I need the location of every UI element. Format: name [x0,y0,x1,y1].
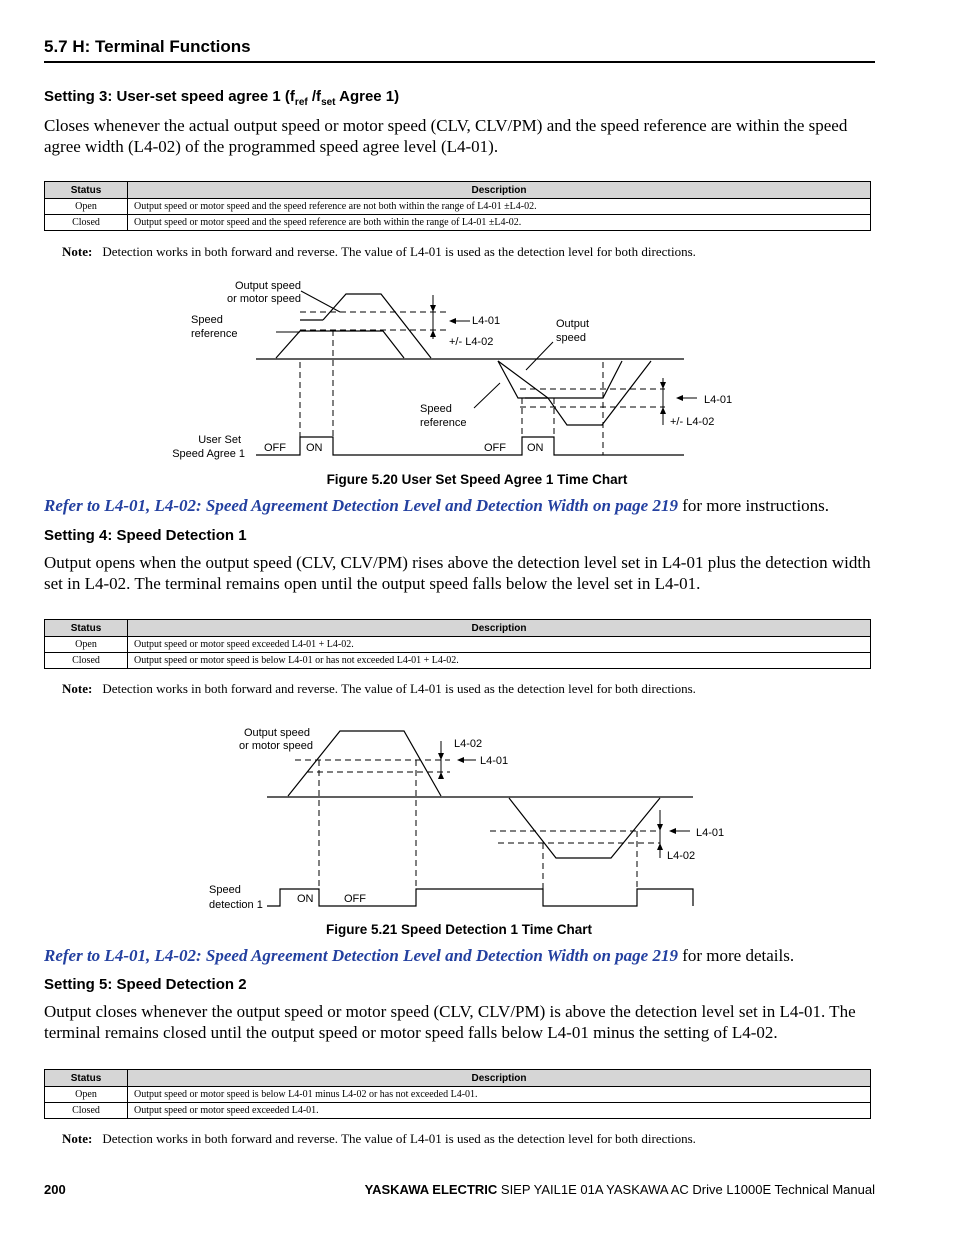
status-header: Status [45,620,128,637]
svg-text:OFF: OFF [264,442,286,454]
svg-text:or motor speed: or motor speed [239,740,313,752]
setting-4-text: Output opens when the output speed (CLV, CLV/PM) rises above the detection level set in L4-01 plus the detection width set in L4-02. The terminal remains open until the output speed falls below the level set in L4-01. [44,553,871,593]
table-row: Open Output speed or motor speed is below L4-01 minus L4-02 or has not exceeded L4-01. [45,1087,871,1103]
setting-4-note: Note: Detection works in both forward and reverse. The value of L4-01 is used as the detection level for both directions. [62,681,696,696]
svg-text:reference: reference [191,328,238,340]
svg-text:L4-01: L4-01 [696,827,725,839]
svg-text:L4-01: L4-01 [472,315,501,327]
page-number: 200 [44,1182,66,1197]
svg-text:Output: Output [556,318,590,330]
subscript-ref: ref [294,97,308,108]
section-header: 5.7 H: Terminal Functions [44,37,251,56]
setting-5-heading: Setting 5: Speed Detection 2 [44,976,247,993]
svg-text:L4-02: L4-02 [667,850,696,862]
table-row: Open Output speed or motor speed and the speed reference are not both within the range of L4-01 ±L4-02. [45,199,871,215]
setting-3-text: Closes whenever the actual output speed or motor speed (CLV, CLV/PM) and the speed reference are within the speed agree width (L4-02) of the programmed speed agree level (L4-01). [44,116,848,156]
table-row: Closed Output speed or motor speed is below L4-01 or has not exceeded L4-01 + L4-02. [45,653,871,669]
svg-text:Speed: Speed [209,884,241,896]
figure-5-20-caption: Figure 5.20 User Set Speed Agree 1 Time Chart [326,472,628,487]
svg-text:Output speed: Output speed [234,280,301,292]
svg-text:Output speed: Output speed [243,727,310,739]
setting-5-note: Note: Detection works in both forward and reverse. The value of L4-01 is used as the detection level for both directions. [62,1131,696,1146]
svg-text:or motor speed: or motor speed [227,293,301,305]
subscript-set: set [321,97,336,108]
table-row: Open Output speed or motor speed exceeded L4-01 + L4-02. [45,637,871,653]
setting-4-table [44,619,871,669]
table-row: Closed Output speed or motor speed and the speed reference are both within the range of L4-01 ±L4-02. [45,215,871,231]
reference-link-1[interactable]: Refer to L4-01, L4-02: Speed Agreement Detection Level and Detection Width on page 219 for more instructions. [44,496,830,515]
svg-text:reference: reference [420,417,467,429]
svg-text:OFF: OFF [484,442,506,454]
svg-text:ON: ON [306,442,323,454]
setting-5-text: Output closes whenever the output speed or motor speed (CLV, CLV/PM) is above the detection level set in L4-01. The terminal remains closed until the output speed or motor speed falls below L4-01 minus the setting of L4-02. [44,1002,856,1042]
svg-text:speed: speed [556,332,586,344]
svg-text:L4-02: L4-02 [454,738,483,750]
table-row: Closed Output speed or motor speed exceeded L4-01. [45,1103,871,1119]
setting-4-heading: Setting 4: Speed Detection 1 [44,527,247,544]
description-header: Description [128,182,871,199]
footer-doc: YASKAWA ELECTRIC SIEP YAIL1E 01A YASKAWA AC Drive L1000E Technical Manual [364,1182,875,1197]
svg-text:ON: ON [527,442,544,454]
svg-text:+/- L4-02: +/- L4-02 [670,416,715,428]
status-header: Status [45,182,128,199]
svg-text:ON: ON [297,893,314,905]
svg-text:L4-01: L4-01 [480,755,509,767]
svg-text:Speed Agree 1: Speed Agree 1 [172,448,245,460]
svg-text:detection 1: detection 1 [209,899,263,911]
svg-text:OFF: OFF [344,893,366,905]
figure-5-21-caption: Figure 5.21 Speed Detection 1 Time Chart [325,922,593,937]
svg-text:+/- L4-02: +/- L4-02 [449,336,494,348]
svg-text:Speed: Speed [191,314,223,326]
setting-3-heading: Setting 3: User-set speed agree 1 ($f_{ref}$ $/f_{set}$ Agree 1) [44,88,400,108]
reference-link-2[interactable]: Refer to L4-01, L4-02: Speed Agreement Detection Level and Detection Width on page 219 for more details. [44,946,795,965]
status-header: Status [45,1070,128,1087]
svg-text:User Set: User Set [198,434,241,446]
description-header: Description [128,620,871,637]
setting-5-table [44,1069,871,1119]
description-header: Description [128,1070,871,1087]
setting-3-note: Note: Detection works in both forward and reverse. The value of L4-01 is used as the detection level for both directions. [62,244,696,259]
svg-text:L4-01: L4-01 [704,394,733,406]
svg-text:Speed: Speed [420,403,452,415]
